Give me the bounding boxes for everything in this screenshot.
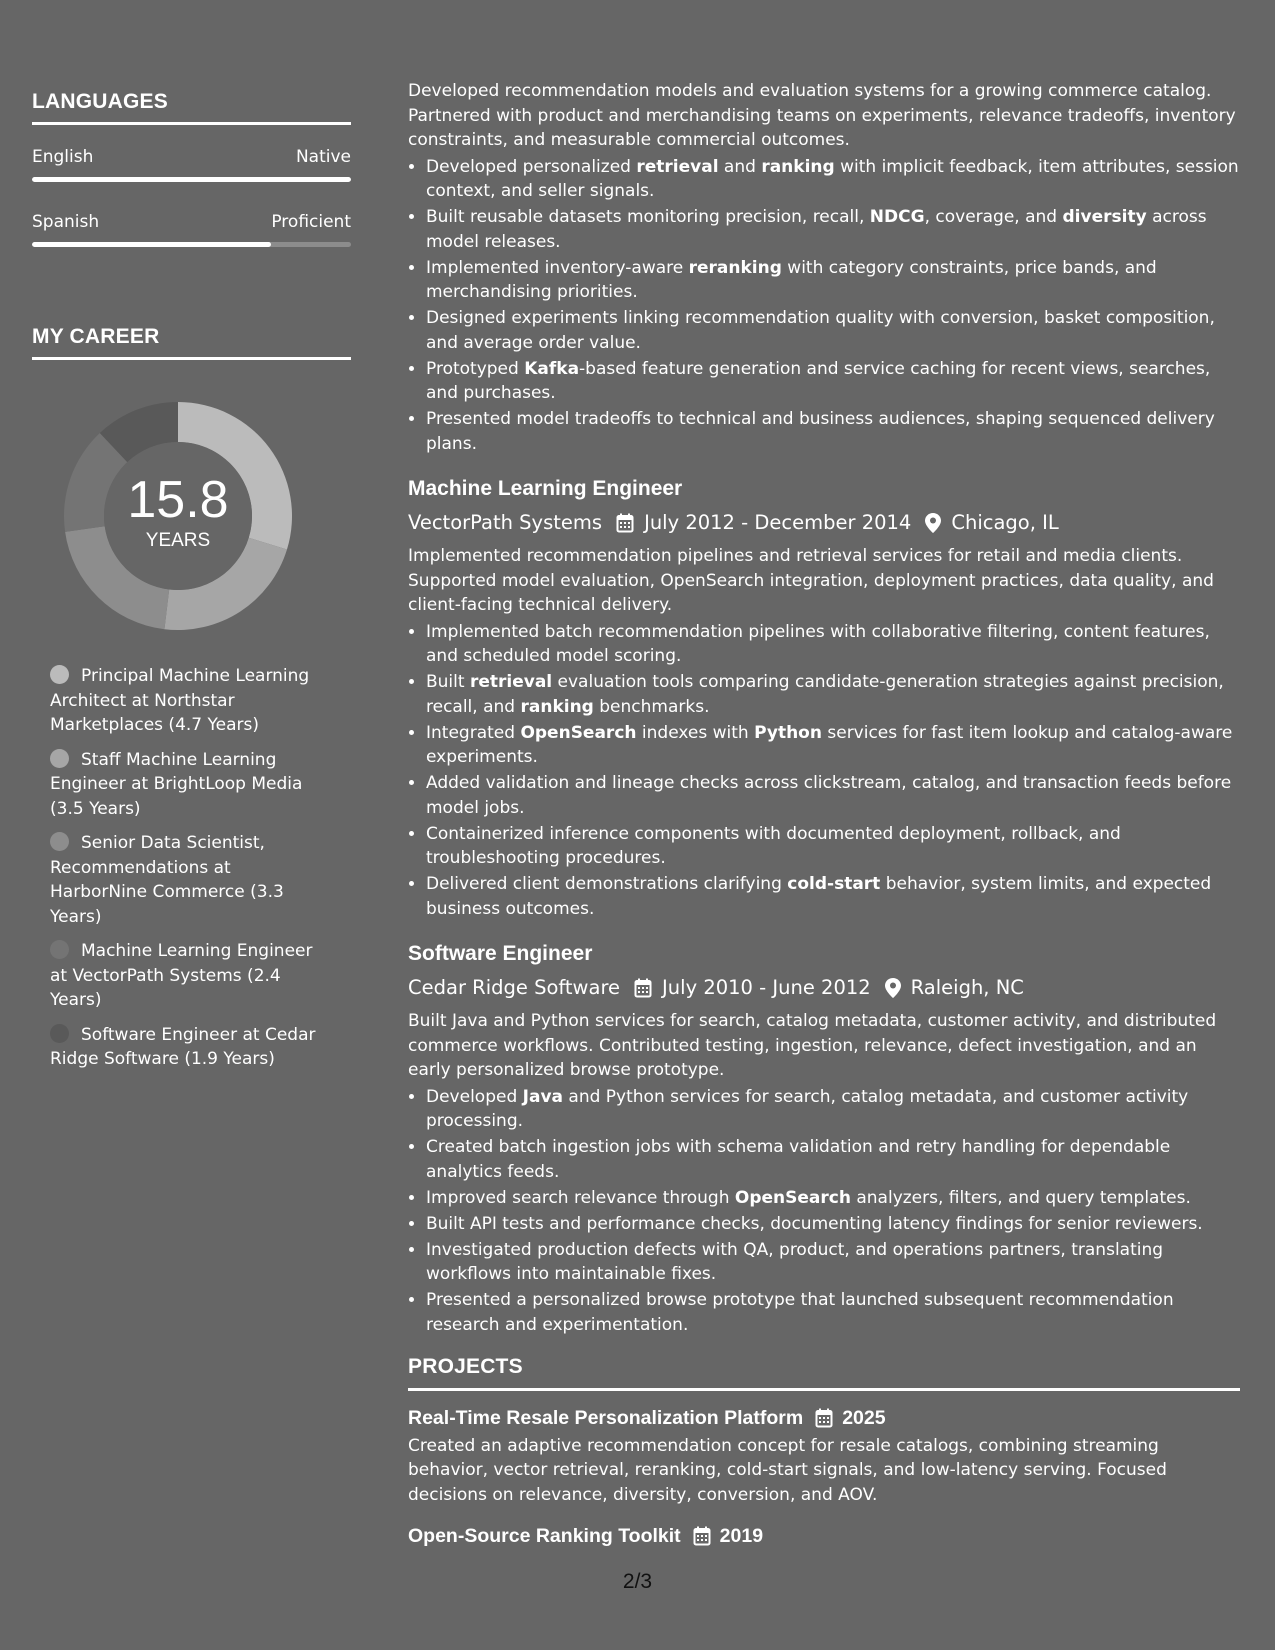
project-year: 2025 xyxy=(842,1406,886,1429)
career-legend-item xyxy=(50,748,320,822)
career-heading: MY CAREER xyxy=(32,325,160,348)
job-title: Machine Learning Engineer xyxy=(408,477,683,500)
job-description: Built Java and Python services for search, catalog metadata, customer activity, and distributed commerce workflows. Contributed testing, ingestion, relevance, defect investigation, and an early personalized browse prototype. xyxy=(408,1011,1217,1080)
languages-rule xyxy=(32,122,351,125)
job-meta xyxy=(408,510,1240,536)
language-level: Native xyxy=(295,147,351,167)
career-legend-item xyxy=(50,831,320,929)
main-content xyxy=(408,79,1240,1549)
languages-heading: LANGUAGES xyxy=(32,90,168,113)
project-name: Open-Source Ranking Toolkit xyxy=(408,1525,681,1547)
calendar-icon xyxy=(693,1526,711,1546)
language-name: Spanish xyxy=(32,212,100,232)
bullet-item: • Containerized inference components with documented deployment, rollback, and troubleshooting procedures. xyxy=(426,822,1240,871)
legend-color-dot xyxy=(50,749,69,768)
job-company: Cedar Ridge Software xyxy=(408,976,621,999)
bullet-item: • Designed experiments linking recommendation quality with conversion, basket composition, and average order value. xyxy=(426,306,1240,355)
bullet-item: • Presented a personalized browse prototype that launched subsequent recommendation research and experimentation. xyxy=(426,1288,1240,1337)
job-entry-vectorpath xyxy=(408,476,1240,921)
legend-color-dot xyxy=(50,940,69,959)
calendar-icon xyxy=(616,513,634,533)
legend-label: Senior Data Scientist, Recommendations at HarborNine Commerce (3.3 Years) xyxy=(50,833,284,927)
language-level-bar xyxy=(32,242,351,247)
job-entry-cedar-ridge xyxy=(408,941,1240,1337)
language-level-fill xyxy=(32,242,271,247)
bullet-item: • Built API tests and performance checks, documenting latency findings for senior reviewers. xyxy=(426,1212,1240,1237)
legend-color-dot xyxy=(50,665,69,684)
career-legend xyxy=(50,664,320,1072)
bullet-item: • Added validation and lineage checks across clickstream, catalog, and transaction feeds before model jobs. xyxy=(426,771,1240,820)
bullet-item: • Developed Java and Python services for search, catalog metadata, and customer activity processing. xyxy=(426,1085,1240,1134)
job-bullets xyxy=(408,155,1240,457)
projects-rule xyxy=(408,1388,1240,1391)
legend-label: Machine Learning Engineer at VectorPath Systems (2.4 Years) xyxy=(50,941,313,1010)
location-pin-icon xyxy=(925,513,941,533)
career-legend-item xyxy=(50,939,320,1013)
bullet-item: • Built retrieval evaluation tools comparing candidate-generation strategies against precision, recall, and ranking benchmarks. xyxy=(426,670,1240,719)
bullet-item: • Implemented inventory-aware reranking with category constraints, price bands, and merchandising priorities. xyxy=(426,256,1240,305)
language-level: Proficient xyxy=(271,212,351,232)
projects-heading: PROJECTS xyxy=(408,1355,523,1378)
project-name: Real-Time Resale Personalization Platform xyxy=(408,1406,804,1429)
career-donut-center xyxy=(64,402,292,630)
projects-section xyxy=(408,1355,1240,1549)
legend-color-dot xyxy=(50,832,69,851)
legend-label: Software Engineer at Cedar Ridge Software (1.9 Years) xyxy=(50,1024,316,1069)
career-total-years: 15.8 xyxy=(127,471,229,529)
job-description: Implemented recommendation pipelines and retrieval services for retail and media clients. Supported model evaluation, OpenSearch integration, deployment practices, data quality, and client-facing technical delivery. xyxy=(408,546,1214,615)
job-company: VectorPath Systems xyxy=(408,511,603,534)
bullet-item: • Delivered client demonstrations clarifying cold-start behavior, system limits, and expected business outcomes. xyxy=(426,872,1240,921)
job-bullets xyxy=(408,620,1240,922)
job-description: Developed recommendation models and evaluation systems for a growing commerce catalog. Partnered with product and merchandising teams on experiments, relevance tradeoffs, inventory constraints, and measurable commercial outcomes. xyxy=(408,81,1236,150)
calendar-icon xyxy=(815,1408,833,1428)
language-level-bar xyxy=(32,177,351,182)
job-dates: July 2012 - December 2014 xyxy=(644,511,912,534)
legend-color-dot xyxy=(50,1024,69,1043)
sidebar xyxy=(32,90,351,1082)
project-item xyxy=(408,1405,1240,1508)
career-legend-item xyxy=(50,664,320,738)
career-total-unit: YEARS xyxy=(145,530,211,551)
career-legend-item xyxy=(50,1023,320,1072)
language-item-spanish xyxy=(32,212,351,247)
language-level-fill xyxy=(32,177,351,182)
project-description: Created an adaptive recommendation concept for resale catalogs, combining streaming behavior, vector retrieval, reranking, cold-start signals, and low-latency serving. Focused decisions on relevance, diversity, conversion, and AOV. xyxy=(408,1435,1167,1505)
page-number: 2/3 xyxy=(622,1570,653,1593)
project-year: 2019 xyxy=(719,1525,764,1547)
job-bullets xyxy=(408,1085,1240,1338)
project-item xyxy=(408,1523,1240,1549)
bullet-item: • Improved search relevance through OpenSearch analyzers, filters, and query templates. xyxy=(426,1186,1240,1211)
legend-label: Staff Machine Learning Engineer at BrightLoop Media (3.5 Years) xyxy=(50,749,303,819)
language-item-english xyxy=(32,147,351,182)
job-dates: July 2010 - June 2012 xyxy=(662,976,871,999)
bullet-item: • Created batch ingestion jobs with schema validation and retry handling for dependable analytics feeds. xyxy=(426,1135,1240,1184)
legend-label: Principal Machine Learning Architect at Northstar Marketplaces (4.7 Years) xyxy=(50,666,310,735)
career-donut-chart xyxy=(64,402,292,630)
job-location: Raleigh, NC xyxy=(910,976,1024,999)
job-location: Chicago, IL xyxy=(951,511,1059,534)
career-rule xyxy=(32,357,351,360)
location-pin-icon xyxy=(885,978,901,998)
bullet-item: • Integrated OpenSearch indexes with Python services for fast item lookup and catalog-aware experiments. xyxy=(426,721,1240,770)
bullet-item: • Presented model tradeoffs to technical and business audiences, shaping sequenced delivery plans. xyxy=(426,407,1240,456)
bullet-item: • Implemented batch recommendation pipelines with collaborative filtering, content features, and scheduled model scoring. xyxy=(426,620,1240,669)
bullet-item: • Investigated production defects with QA, product, and operations partners, translating workflows into maintainable fixes. xyxy=(426,1238,1240,1287)
bullet-item: • Built reusable datasets monitoring precision, recall, NDCG, coverage, and diversity across model releases. xyxy=(426,205,1240,254)
bullet-item: • Developed personalized retrieval and ranking with implicit feedback, item attributes, session context, and seller signals. xyxy=(426,155,1240,204)
calendar-icon xyxy=(634,978,652,998)
language-name: English xyxy=(32,147,94,167)
job-title: Software Engineer xyxy=(408,942,593,965)
bullet-item: • Prototyped Kafka-based feature generation and service caching for recent views, searches, and purchases. xyxy=(426,357,1240,406)
job-meta xyxy=(408,975,1240,1001)
